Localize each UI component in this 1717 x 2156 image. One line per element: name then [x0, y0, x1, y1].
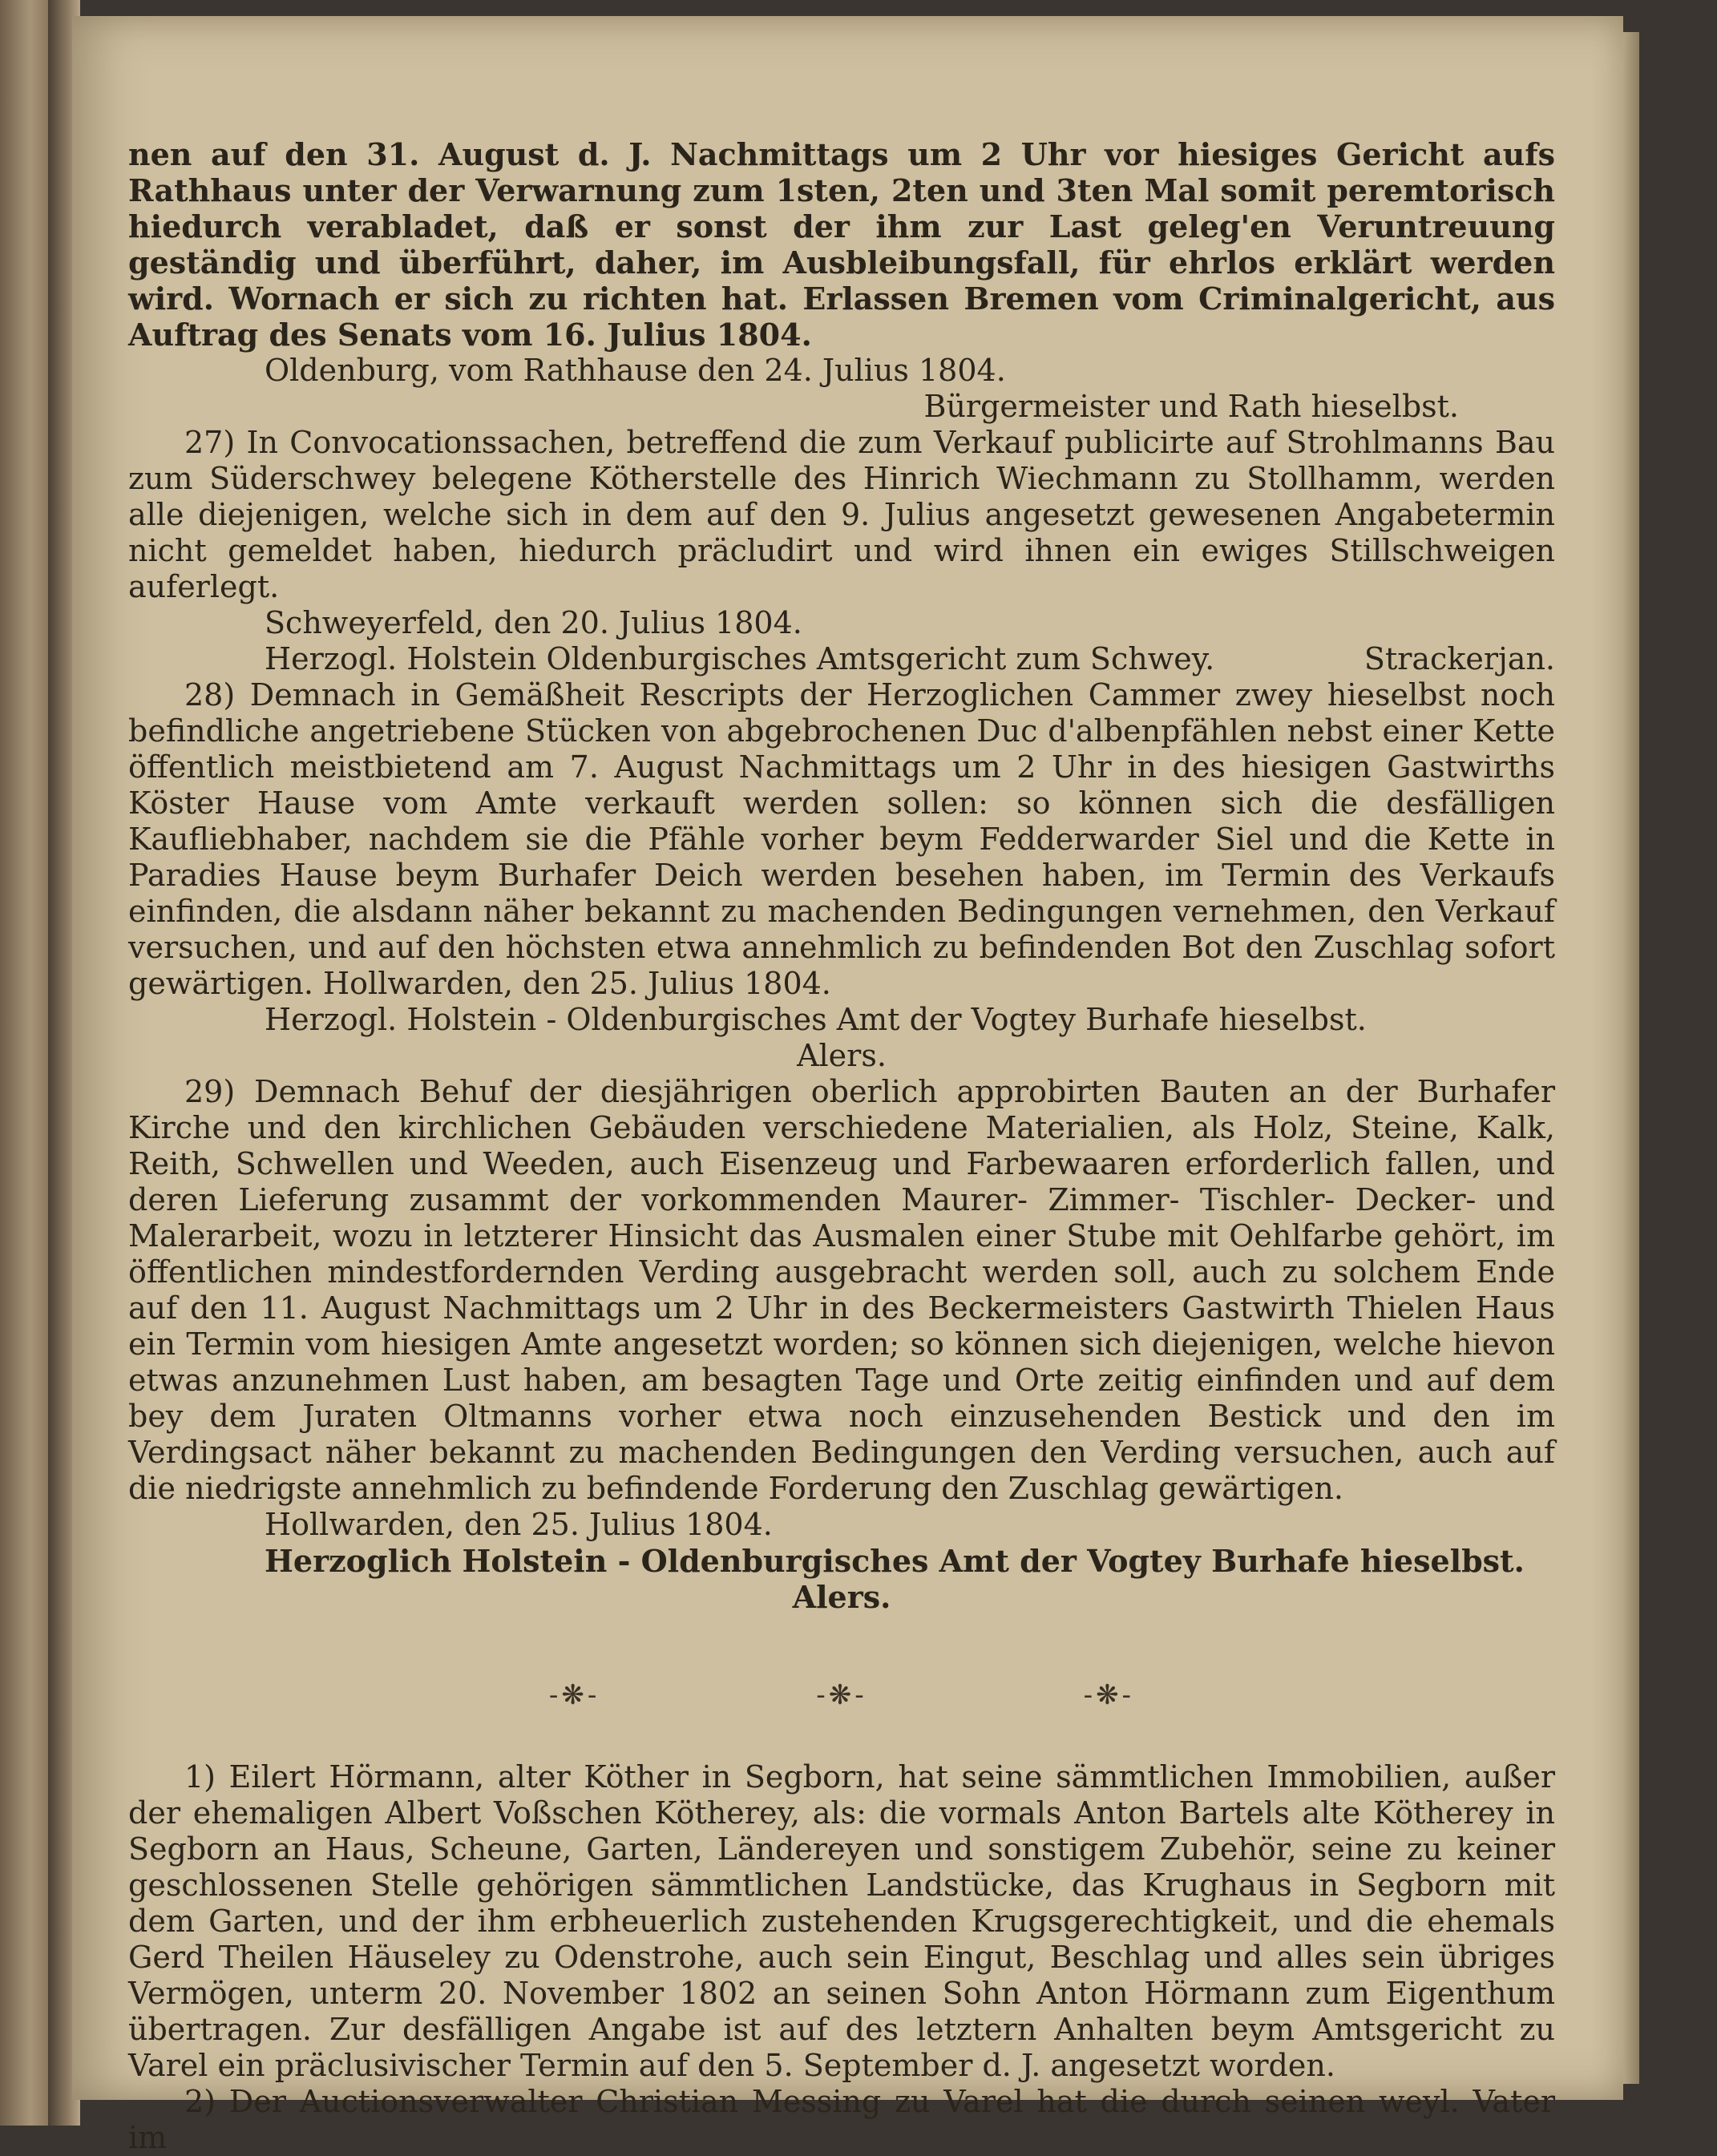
p28-signature: Herzogl. Holstein - Oldenburgisches Amt der Vogtey Burhafe hieselbst. [265, 1002, 1367, 1037]
paragraph-intro: nen auf den 31. August d. J. Nachmittags um 2 Uhr vor hiesiges Gericht aufs Rathhaus unter der Verwarnung zum 1sten, 2ten und 3ten Mal somit peremtorisch hiedurch verabladet, daß er sonst der ihm zur Last geleg'en Veruntreuung geständig und überführt, daher, im Ausbleibungsfall, für ehrlos erklärt werden wird. Wornach er sich zu richten hat. Erlassen Bremen vom Criminalgericht, aus Auftrag des Senats vom 16. Julius 1804. [128, 136, 1555, 353]
intro-place-date: Oldenburg, vom Rathhause den 24. Julius 1804. [265, 353, 1006, 388]
intro-signature: Bürgermeister und Rath hieselbst. [923, 389, 1459, 424]
ornament-right-icon: -❋- [1083, 1678, 1135, 1711]
paragraph-29: 29) Demnach Behuf der diesjährigen oberlich approbirten Bauten an der Burhafer Kirche und den kirchlichen Gebäuden verschiedene Materialien, als Holz, Steine, Kalk, Reith, Schwellen und Weeden, auch Eisenzeug und Farbewaaren erforderlich fallen, und deren Lieferung zusammt der vorkommenden Maurer- Zimmer- Tischler- Decker- und Malerarbeit, wozu in letzterer Hinsicht das Ausmalen einer Stube mit Oehlfarbe gehört, im öffentlichen mindestfordernden Verding ausgebracht werden soll, auch zu solchem Ende auf den 11. August Nachmittags um 2 Uhr in des Beckermeisters Gastwirth Thielen Haus ein Termin vom hiesigen Amte angesetzt worden; so können sich diejenigen, welche hievon etwas anzunehmen Lust haben, am besagten Tage und Orte zeitig einfinden und auf dem bey dem Juraten Oltmanns vorher etwa noch einzusehenden Bestick und den im Verdingsact näher bekannt zu machenden Bedingungen den Verding versuchen, auch auf die niedrigste annehmlich zu befindende Forderung den Zuschlag gewärtigen. [128, 1074, 1555, 1506]
p29-signature: Herzoglich Holstein - Oldenburgisches Amt der Vogtey Burhafe hieselbst. [265, 1543, 1525, 1579]
p27-signature: Herzogl. Holstein Oldenburgisches Amtsgericht zum Schwey. [265, 641, 1215, 676]
p29-name: Alers. [792, 1579, 891, 1615]
section-2: 2) Der Auctionsverwalter Christian Messing zu Varel hat die durch seinen weyl. Vater im [128, 2084, 1555, 2155]
p29-place-date: Hollwarden, den 25. Julius 1804. [265, 1507, 773, 1542]
paragraph-28: 28) Demnach in Gemäßheit Rescripts der Herzoglichen Cammer zwey hieselbst noch befindliche angetriebene Stücken von abgebrochenen Duc d'albenpfählen nebst einer Kette öffentlich meistbietend am 7. August Nachmittags um 2 Uhr in des hiesigen Gastwirths Köster Hause vom Amte verkauft werden sollen: so können sich die desfälligen Kaufliebhaber, nachdem sie die Pfähle vorher beym Fedderwarder Siel und die Kette in Paradies Hause beym Burhafer Deich werden besehen haben, im Termin des Verkaufs einfinden, die alsdann näher bekannt zu machenden Bedingungen vernehmen, den Verkauf versuchen, und auf den höchsten etwa annehmlich zu befindenden Bot den Zuschlag sofort gewärtigen. Hollwarden, den 25. Julius 1804. [128, 677, 1555, 1001]
right-page-edge [1623, 32, 1639, 2084]
ornament-left-icon: -❋- [548, 1678, 600, 1711]
p27-place-date: Schweyerfeld, den 20. Julius 1804. [265, 605, 802, 640]
document-page [72, 16, 1623, 2155]
paragraph-27: 27) In Convocationssachen, betreffend die zum Verkauf publicirte auf Strohlmanns Bau zum Süderschwey belegene Kötherstelle des Hinrich Wiechmann zu Stollhamm, werden alle diejenigen, welche sich in dem auf den 9. Julius angesetzt gewesenen Angabetermin nicht gemeldet haben, hiedurch präcludirt und wird ihnen ein ewiges Stillschweigen auferlegt. [128, 425, 1555, 604]
p27-signature-row [128, 641, 1555, 677]
section-1: 1) Eilert Hörmann, alter Köther in Segborn, hat seine sämmtlichen Immobilien, außer der ehemaligen Albert Voßschen Kötherey, als: die vormals Anton Bartels alte Kötherey in Segborn an Haus, Scheune, Garten, Ländereyen und sonstigem Zubehör, seine zu keiner geschlossenen Stelle gehörigen sämmtlichen Landstücke, das Krughaus in Segborn mit dem Garten, und der ihm erbheuerlich zustehenden Krugsgerechtigkeit, und die ehemals Gerd Theilen Häuseley zu Odenstrohe, auch sein Eingut, Beschlag und alles sein übriges Vermögen, unterm 20. November 1802 an seinen Sohn Anton Hörmann zum Eigenthum übertragen. Zur desfälligen Angabe ist auf des letztern Anhalten beym Amtsgericht zu Varel ein präclusivischer Termin auf den 5. September d. J. angesetzt worden. [128, 1759, 1555, 2083]
ornament-center-icon: -❋- [816, 1678, 867, 1711]
section-separator [441, 1679, 1242, 1711]
p28-name: Alers. [797, 1038, 887, 1073]
page-text [128, 136, 1555, 2156]
p27-name: Strackerjan. [1364, 641, 1555, 676]
